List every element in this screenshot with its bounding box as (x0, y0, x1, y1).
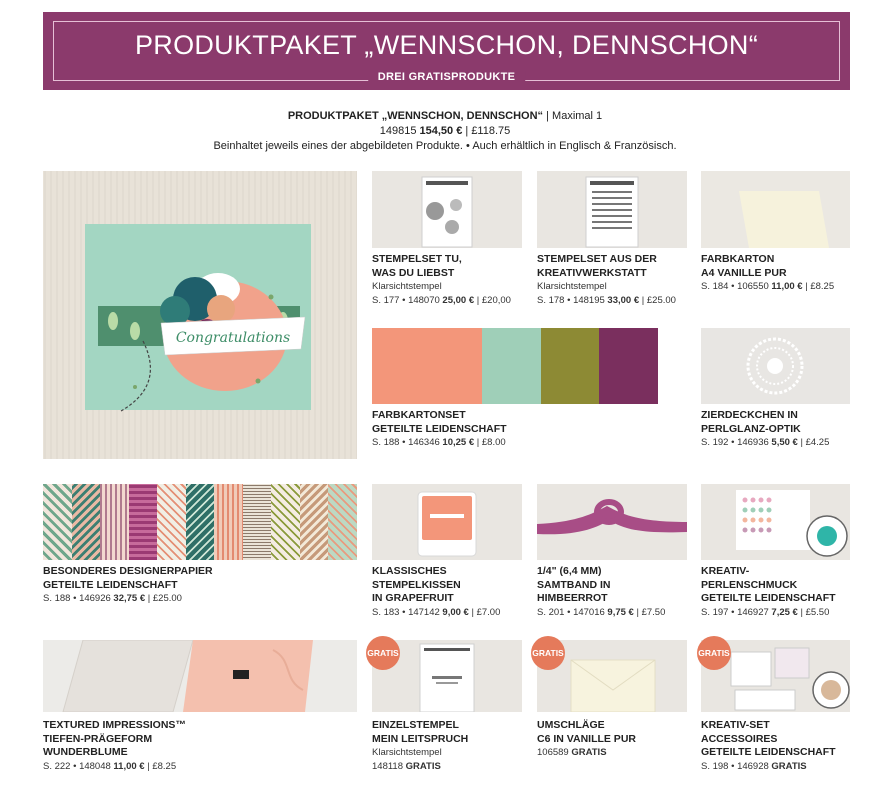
gratis-badge: GRATIS (366, 636, 400, 670)
product-type: Klarsichtstempel (537, 281, 607, 292)
product-price: 7,25 € (771, 606, 798, 618)
paper-strip (186, 484, 215, 560)
product-price: 11,00 € (113, 760, 145, 772)
bundle-name: PRODUKTPAKET „WENNSCHON, DENNSCHON“ (287, 110, 544, 122)
bundle-price-gbp: £118.75 (471, 125, 511, 137)
paper-strip (300, 484, 329, 560)
perlenschmuck-image (701, 484, 850, 560)
swatch-olive (541, 328, 600, 404)
product-name: KREATIV-SET ACCESSOIRES GETEILTE LEIDENSCHAFT (701, 719, 836, 758)
banner-title: PRODUKTPAKET „WENNSCHON, DENNSCHON“ (134, 30, 759, 60)
product-price: 32,75 € (113, 593, 146, 604)
product-price: 10,25 € (442, 437, 475, 448)
product-price: GRATIS (771, 760, 807, 772)
designerpapier-caption (43, 565, 303, 606)
farbkarton-vanille-image (701, 171, 850, 248)
product-name: FARBKARTON A4 VANILLE PUR (701, 253, 787, 279)
banner-subtitle: DREI GRATISPRODUKTE (368, 71, 526, 83)
zierdeckchen-image (701, 328, 850, 404)
product-price: 33,00 € (607, 294, 640, 306)
bundle-description: Beinhaltet jeweils eines der abgebildeten Produkte. • Auch erhältlich in Englisch & Französisch. (213, 140, 677, 152)
product-ref: S. 183 • 147142 9,00 € | £7.00 (372, 606, 501, 618)
paper-strip (271, 484, 300, 560)
product-ref: S. 192 • 146936 5,50 € | £4.25 (701, 437, 830, 448)
designerpapier-image (43, 484, 357, 560)
product-price: 25,00 € (442, 294, 475, 306)
product-price: 5,50 € (771, 437, 798, 448)
product-type: Klarsichtstempel (372, 747, 442, 758)
bundle-line-1 (0, 109, 890, 124)
hero-card-image (43, 171, 357, 459)
product-name: 1/4" (6,4 MM) SAMTBAND IN HIMBEERROT (537, 565, 611, 604)
product-name: KREATIV- PERLENSCHMUCK GETEILTE LEIDENSCHAFT (701, 565, 836, 604)
product-price: 11,00 € (771, 281, 803, 292)
paper-strip (43, 484, 72, 560)
product-price: GRATIS (405, 760, 441, 772)
product-name: EINZELSTEMPEL MEIN LEITSPRUCH (372, 719, 469, 745)
product-ref: S. 222 • 148048 11,00 € | £8.25 (43, 760, 177, 772)
product-ref: S. 188 • 146346 10,25 € | £8.00 (372, 437, 506, 448)
product-name: STEMPELSET TU, WAS DU LIEBST (372, 253, 462, 279)
product-ref: S. 184 • 106550 11,00 € | £8.25 (701, 281, 835, 292)
product-name: UMSCHLÄGE C6 IN VANILLE PUR (537, 719, 636, 745)
header-banner (43, 12, 850, 90)
product-price: 9,00 € (442, 606, 469, 618)
bundle-item-number: 149815 (379, 125, 420, 137)
embossing-folder-svg (43, 640, 357, 712)
kreativset-caption (701, 719, 871, 773)
swatch-berry (599, 328, 658, 404)
swatch-mint (482, 328, 541, 404)
product-name: BESONDERES DESIGNERPAPIER GETEILTE LEIDENSCHAFT (43, 565, 213, 591)
einzelstempel-caption (372, 719, 532, 773)
gratis-badge: GRATIS (531, 636, 565, 670)
stempelset-tu-caption (372, 253, 532, 307)
product-name: ZIERDECKCHEN IN PERLGLANZ-OPTIK (701, 409, 801, 435)
product-ref: 106589 GRATIS (537, 747, 607, 758)
ribbon-svg (537, 484, 687, 560)
praegeform-image (43, 640, 357, 712)
umschlaege-caption (537, 719, 697, 760)
product-name: TEXTURED IMPRESSIONS™ TIEFEN-PRÄGEFORM WUNDERBLUME (43, 719, 186, 758)
cardstock-svg (701, 171, 850, 248)
bundle-price: 154,50 € (419, 125, 463, 137)
stempelset-tu-image (372, 171, 522, 248)
separator: | (543, 110, 553, 122)
product-name: STEMPELSET AUS DER KREATIVWERKSTATT (537, 253, 657, 279)
product-name: FARBKARTONSET GETEILTE LEIDENSCHAFT (372, 409, 507, 435)
product-type: Klarsichtstempel (372, 281, 442, 292)
farbkartonset-caption (372, 409, 572, 450)
stempelset-kreativ-image (537, 171, 687, 248)
stempelkissen-image (372, 484, 522, 560)
product-ref: S. 201 • 147016 9,75 € | £7.50 (537, 606, 666, 618)
paper-strip (157, 484, 186, 560)
product-price: GRATIS (571, 747, 607, 758)
hero-sentiment-text: Congratulations (175, 330, 291, 346)
ink-pad-svg (372, 484, 522, 560)
separator: | (462, 125, 472, 137)
gratis-badge: GRATIS (697, 636, 731, 670)
paper-strip (328, 484, 357, 560)
bundle-max: Maximal 1 (552, 110, 603, 122)
zierdeckchen-caption (701, 409, 861, 450)
pearls-svg (701, 484, 850, 560)
product-ref: S. 178 • 148195 33,00 € | £25.00 (537, 294, 676, 306)
product-ref: S. 177 • 148070 25,00 € | £20,00 (372, 294, 511, 306)
praegeform-caption (43, 719, 303, 773)
farbkartonset-image (372, 328, 658, 404)
stamp-package-svg (537, 171, 687, 248)
perlenschmuck-caption (701, 565, 871, 619)
product-ref: S. 197 • 146927 7,25 € | £5.50 (701, 606, 830, 618)
product-ref: 148118 GRATIS (372, 760, 441, 772)
farbkarton-vanille-caption (701, 253, 861, 294)
paper-strip (100, 484, 129, 560)
paper-strip (243, 484, 272, 560)
stempelset-kreativ-caption (537, 253, 697, 307)
samtband-caption (537, 565, 697, 619)
product-price: 9,75 € (607, 606, 634, 618)
product-ref: S. 188 • 146926 32,75 € | £25.00 (43, 593, 182, 604)
hero-card-svg (43, 171, 357, 459)
stamp-package-svg (372, 171, 522, 248)
bundle-line-2 (0, 124, 890, 139)
product-name: KLASSISCHES STEMPELKISSEN IN GRAPEFRUIT (372, 565, 461, 604)
bundle-intro (0, 109, 890, 154)
paper-strip (214, 484, 243, 560)
paper-strip (129, 484, 158, 560)
product-ref: S. 198 • 146928 GRATIS (701, 760, 807, 772)
samtband-image (537, 484, 687, 560)
paper-strip (72, 484, 101, 560)
doily-svg (701, 328, 850, 404)
stempelkissen-caption (372, 565, 532, 619)
swatch-grapefruit (372, 328, 482, 404)
